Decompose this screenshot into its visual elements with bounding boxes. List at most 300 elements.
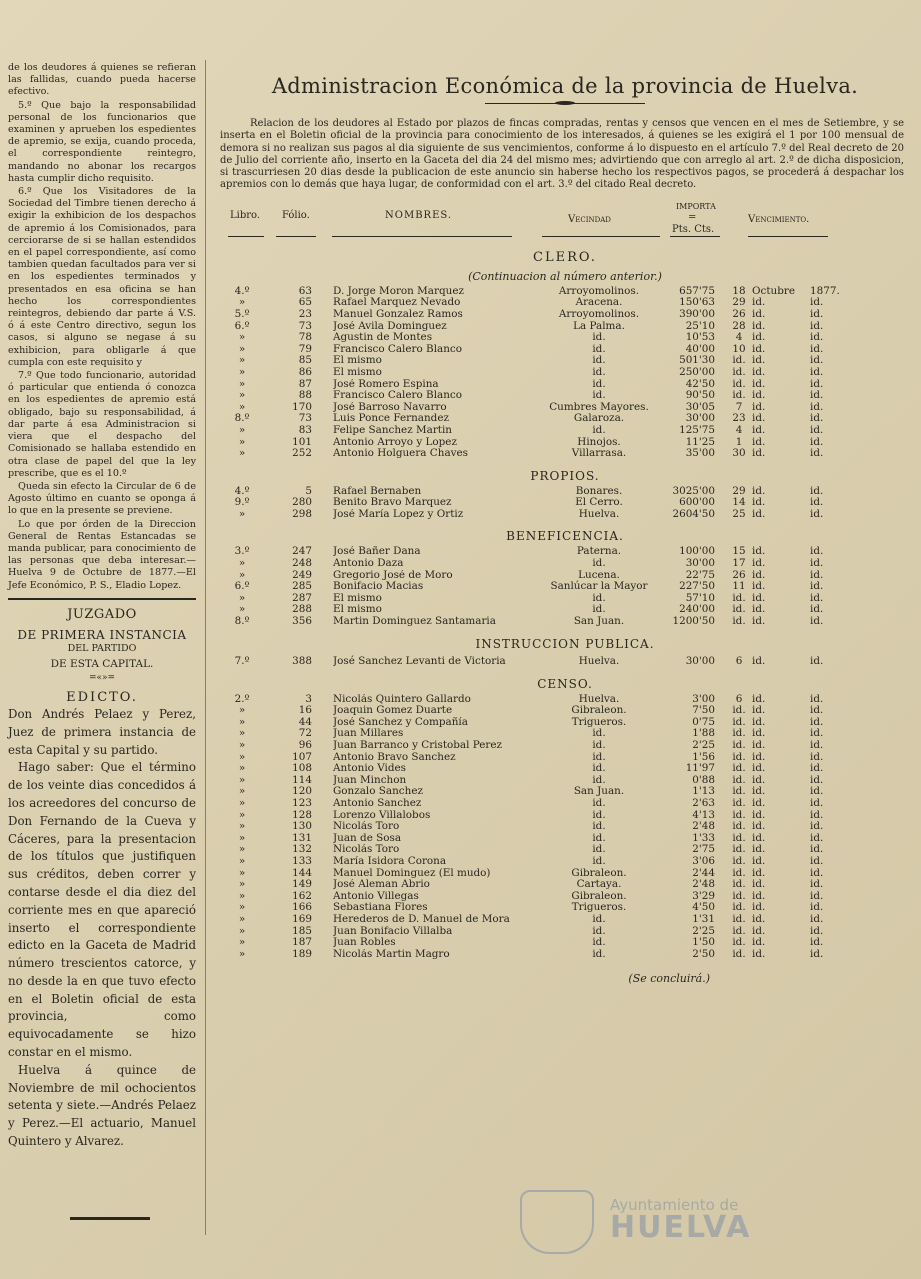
- cell-libro: »: [238, 773, 246, 786]
- cell-libro: 6.º: [234, 580, 250, 593]
- cell-dia: id.: [732, 831, 746, 844]
- cell-anio: id.: [810, 484, 824, 497]
- cell-anio: id.: [810, 603, 824, 616]
- cell-folio: 65: [298, 296, 312, 309]
- cell-importe: 4'50: [692, 901, 715, 914]
- cell-dia: id.: [732, 603, 746, 616]
- cell-nombre: Benito Bravo Marquez: [333, 497, 452, 509]
- cell-mes: id.: [752, 692, 766, 705]
- title-ornament: [485, 100, 645, 108]
- cell-mes: id.: [752, 496, 766, 509]
- cell-vecindad: Hinojos.: [577, 435, 621, 448]
- cell-dia: id.: [732, 912, 746, 925]
- cell-libro: »: [238, 591, 246, 604]
- table-row: [220, 367, 910, 379]
- cell-libro: »: [238, 947, 246, 960]
- cell-anio: id.: [810, 739, 824, 751]
- cell-folio: 78: [298, 331, 312, 344]
- cell-folio: 120: [292, 785, 312, 798]
- cell-mes: id.: [752, 615, 766, 628]
- cell-vecindad: id.: [592, 854, 606, 867]
- cell-mes: id.: [752, 568, 766, 581]
- cell-vecindad: Huelva.: [578, 654, 620, 667]
- cell-mes: id.: [752, 435, 766, 448]
- table-row: [220, 286, 910, 298]
- cell-vecindad: San Juan.: [573, 615, 625, 628]
- cell-libro: »: [238, 704, 246, 717]
- cell-vecindad: Paterna.: [576, 545, 622, 558]
- table-row: [220, 810, 910, 822]
- cell-folio: 288: [292, 603, 312, 616]
- cell-mes: id.: [752, 808, 766, 821]
- column-divider: [205, 60, 206, 1235]
- cell-importe: 30'05: [685, 400, 715, 413]
- cell-importe: 3025'00: [672, 484, 715, 497]
- cell-anio: id.: [810, 866, 824, 879]
- cell-vecindad: id.: [592, 820, 606, 833]
- cell-anio: id.: [810, 843, 824, 856]
- edicto-intro: Don Andrés Pelaez y Perez, Juez de primera instancia de esta Capital y su partido.: [8, 706, 196, 757]
- cell-libro: »: [238, 750, 246, 763]
- cell-anio: id.: [810, 901, 824, 914]
- cell-mes: id.: [752, 412, 766, 425]
- cell-folio: 185: [292, 924, 312, 937]
- cell-libro: »: [238, 866, 246, 879]
- cell-folio: 189: [292, 947, 312, 960]
- section-title: INSTRUCCION PUBLICA.: [475, 636, 655, 651]
- cell-folio: 169: [292, 912, 312, 925]
- cell-folio: 285: [292, 580, 312, 593]
- cell-nombre: Juan Barranco y Cristobal Perez: [333, 740, 502, 751]
- cell-vecindad: Villarrasa.: [571, 447, 627, 460]
- cell-anio: id.: [810, 412, 824, 425]
- cell-importe: 2'63: [692, 796, 715, 809]
- table-row: [220, 581, 910, 593]
- cell-anio: id.: [810, 580, 824, 593]
- left-paragraph: 7.º Que todo funcionario, autoridad ó particular que entienda ó conozca en los espedientes de apremio está obligado, bajo su responsabilidad, á dar parte á esa Administracion si viera que el despacho del Comisionado se hallaba estendido en otra clase de papel del que la ley prescribe, que es el 10.º: [8, 370, 196, 479]
- cell-vecindad: id.: [592, 603, 606, 616]
- table-row: [220, 844, 910, 856]
- cell-nombre: José Romero Espina: [333, 378, 439, 390]
- cell-dia: 23: [732, 412, 746, 425]
- table-row: [220, 914, 910, 926]
- cell-anio: id.: [810, 924, 824, 937]
- cell-nombre: Joaquin Gomez Duarte: [333, 705, 453, 717]
- cell-anio: id.: [810, 342, 824, 355]
- table-row: [220, 775, 910, 787]
- cell-folio: 131: [292, 831, 312, 844]
- cell-vecindad: Bonares.: [575, 484, 623, 497]
- cell-mes: id.: [752, 484, 766, 497]
- cell-mes: id.: [752, 307, 766, 320]
- cell-folio: 128: [292, 808, 312, 821]
- cell-dia: id.: [732, 878, 746, 891]
- cell-vecindad: id.: [592, 591, 606, 604]
- cell-vecindad: La Palma.: [573, 319, 625, 332]
- cell-dia: 15: [732, 545, 746, 558]
- cell-anio: id.: [810, 831, 824, 844]
- cell-anio: id.: [810, 377, 824, 390]
- cell-nombre: Sebastiana Flores: [333, 902, 428, 914]
- cell-vecindad: id.: [592, 750, 606, 763]
- cell-folio: 16: [298, 704, 312, 717]
- cell-libro: »: [238, 507, 246, 520]
- cell-dia: 1: [735, 435, 743, 448]
- cell-anio: id.: [810, 400, 824, 413]
- cell-importe: 35'00: [685, 447, 715, 460]
- left-paragraph: Queda sin efecto la Circular de 6 de Agosto último en cuanto se oponga á lo que en la presente se previene.: [8, 480, 196, 517]
- cell-vecindad: El Cerro.: [575, 496, 623, 509]
- edicto-body: [8, 706, 196, 1151]
- cell-nombre: El mismo: [333, 366, 382, 378]
- header-rule: [332, 236, 512, 237]
- cell-folio: 280: [292, 496, 312, 509]
- cell-vecindad: Aracena.: [575, 296, 623, 309]
- cell-vecindad: Gibraleon.: [571, 866, 627, 879]
- cell-anio: id.: [810, 704, 824, 717]
- header-rule: [670, 236, 720, 237]
- cell-importe: 240'00: [679, 603, 715, 616]
- cell-mes: id.: [752, 878, 766, 891]
- cell-folio: 88: [298, 389, 312, 402]
- cell-libro: »: [238, 924, 246, 937]
- cell-nombre: Juan Millares: [333, 728, 404, 740]
- cell-dia: 26: [732, 568, 746, 581]
- cell-importe: 0'88: [692, 773, 715, 786]
- table-row: [220, 448, 910, 460]
- cell-nombre: José Sanchez Levanti de Victoria: [333, 654, 506, 667]
- cell-nombre: Juan Minchon: [333, 774, 407, 786]
- edicto-title: EDICTO.: [66, 689, 138, 705]
- cell-dia: id.: [732, 820, 746, 833]
- cell-importe: 3'06: [692, 854, 715, 867]
- cell-importe: 150'63: [679, 296, 715, 309]
- cell-libro: »: [238, 820, 246, 833]
- table-row: [220, 833, 910, 845]
- cell-mes: id.: [752, 580, 766, 593]
- cell-mes: id.: [752, 557, 766, 570]
- cell-nombre: El mismo: [333, 355, 382, 367]
- header-importa: IMPORTA: [676, 201, 716, 211]
- cell-dia: 18: [732, 284, 746, 297]
- cell-vecindad: id.: [592, 762, 606, 775]
- cell-dia: id.: [732, 843, 746, 856]
- cell-importe: 4'13: [692, 808, 715, 821]
- cell-libro: »: [238, 435, 246, 448]
- cell-folio: 248: [292, 557, 312, 570]
- cell-importe: 657'75: [679, 284, 715, 297]
- left-paragraph: de los deudores á quienes se refieran las fallidas, cuando pueda hacerse efectivo.: [8, 62, 196, 98]
- cell-libro: »: [238, 889, 246, 902]
- cell-libro: 3.º: [234, 545, 250, 558]
- left-paragraph: Lo que por órden de la Direccion General de Rentas Estancadas se manda publicar, para conocimiento de las personas que deba interesar.—Huelva 9 de Octubre de 1877.—El Jefe Económico, P. S., Eladio Lopez.: [8, 518, 196, 591]
- cell-vecindad: id.: [592, 423, 606, 436]
- cell-nombre: José Aleman Abrio: [333, 879, 430, 891]
- cell-anio: id.: [810, 773, 824, 786]
- cell-mes: id.: [752, 727, 766, 740]
- cell-anio: id.: [810, 331, 824, 344]
- cell-anio: id.: [810, 820, 824, 833]
- cell-nombre: Antonio Daza: [333, 558, 404, 570]
- cell-dia: 29: [732, 484, 746, 497]
- cell-importe: 600'00: [679, 496, 715, 509]
- cell-anio: id.: [810, 447, 824, 460]
- cell-libro: »: [238, 796, 246, 809]
- cell-folio: 85: [298, 354, 312, 367]
- cell-vecindad: id.: [592, 831, 606, 844]
- header-pts: Pts. Cts.: [672, 223, 715, 235]
- cell-anio: id.: [810, 878, 824, 891]
- cell-vecindad: id.: [592, 354, 606, 367]
- cell-folio: 23: [298, 307, 312, 320]
- cell-mes: id.: [752, 866, 766, 879]
- cell-dia: id.: [732, 591, 746, 604]
- cell-nombre: Francisco Calero Blanco: [333, 343, 462, 355]
- cell-anio: id.: [810, 727, 824, 740]
- cell-vecindad: Cartaya.: [576, 878, 622, 891]
- table-row: [220, 763, 910, 775]
- cell-vecindad: Huelva.: [578, 692, 620, 705]
- cell-folio: 287: [292, 591, 312, 604]
- cell-nombre: Gonzalo Sanchez: [333, 786, 423, 798]
- cell-folio: 83: [298, 423, 312, 436]
- cell-importe: 30'00: [685, 412, 715, 425]
- cell-nombre: Antonio Villegas: [333, 890, 419, 902]
- cell-dia: 29: [732, 296, 746, 309]
- cell-mes: id.: [752, 319, 766, 332]
- table-row: [220, 937, 910, 949]
- cell-dia: 6: [735, 654, 743, 667]
- cell-importe: 1'56: [692, 750, 715, 763]
- cell-mes: id.: [752, 389, 766, 402]
- cell-anio: id.: [810, 762, 824, 775]
- cell-anio: id.: [810, 750, 824, 763]
- cell-vecindad: id.: [592, 389, 606, 402]
- cell-dia: id.: [732, 715, 746, 728]
- cell-nombre: Rafael Bernaben: [333, 485, 422, 497]
- table-row: [220, 344, 910, 356]
- cell-libro: »: [238, 603, 246, 616]
- cell-mes: id.: [752, 545, 766, 558]
- table-row: [220, 402, 910, 414]
- cell-libro: »: [238, 808, 246, 821]
- cell-dia: id.: [732, 947, 746, 960]
- left-paragraph: 5.º Que bajo la responsabilidad personal de los funcionarios que examinen y aprueben los espedientes de apremio, se exija, cuando proceda, el correspondiente reintegro, mandando no abonar los recargos hasta cumplir dicho requisito.: [8, 99, 196, 184]
- cell-dia: id.: [732, 750, 746, 763]
- cell-importe: 3'00: [692, 692, 715, 705]
- cell-dia: id.: [732, 727, 746, 740]
- cell-mes: id.: [752, 854, 766, 867]
- cell-mes: id.: [752, 715, 766, 728]
- cell-mes: id.: [752, 423, 766, 436]
- cell-libro: 5.º: [234, 307, 250, 320]
- cell-importe: 2'25: [692, 924, 715, 937]
- table-row: [220, 926, 910, 938]
- left-paragraph: 6.º Que los Visitadores de la Sociedad del Timbre tienen derecho á exigir la exhibicion de los despachos de apremio á los Comisionados, para cerciorarse de si se hallan estendidos en el papel correspondiente, así como tambien quedan facultados para ver si en los espedientes terminados y presentados en esa oficina se han hecho los correspondientes reintegros, debiendo dar parte á V.S. ó á este Centro directivo, segun los casos, si alguno se negase á su exhibicion, para obligarle á que cumpla con este requisito y: [8, 186, 196, 368]
- cell-libro: »: [238, 739, 246, 751]
- cell-dia: id.: [732, 365, 746, 378]
- cell-libro: »: [238, 365, 246, 378]
- cell-nombre: Nicolás Martin Magro: [333, 948, 450, 960]
- table-row: [220, 321, 910, 333]
- end-rule: [70, 1217, 150, 1220]
- cell-nombre: Juan de Sosa: [333, 832, 402, 844]
- watermark-line1: Ayuntamiento de: [610, 1196, 739, 1214]
- cell-nombre: María Isidora Corona: [333, 855, 447, 867]
- cell-vecindad: id.: [592, 727, 606, 740]
- cell-anio: id.: [810, 496, 824, 509]
- table-row: [220, 437, 910, 449]
- juzgado-title-2: DE PRIMERA INSTANCIA: [17, 627, 187, 642]
- cell-importe: 2'44: [692, 866, 715, 879]
- cell-libro: »: [238, 389, 246, 402]
- cell-folio: 149: [292, 878, 312, 891]
- cell-mes: id.: [752, 820, 766, 833]
- cell-dia: id.: [732, 389, 746, 402]
- cell-dia: id.: [732, 924, 746, 937]
- cell-folio: 72: [298, 727, 312, 740]
- cell-anio: id.: [810, 654, 824, 667]
- cell-nombre: José Barroso Navarro: [333, 401, 447, 413]
- cell-nombre: Juan Robles: [333, 937, 396, 949]
- cell-vecindad: id.: [592, 739, 606, 751]
- cell-libro: »: [238, 423, 246, 436]
- table-row: [220, 868, 910, 880]
- cell-nombre: D. Jorge Moron Marquez: [333, 285, 464, 297]
- watermark-line2: HUELVA: [610, 1210, 752, 1245]
- cell-vecindad: Huelva.: [578, 507, 620, 520]
- header-importa-eq: =: [688, 211, 697, 223]
- header-rule: [542, 236, 660, 237]
- table-row: [220, 949, 910, 961]
- cell-importe: 25'10: [685, 319, 715, 332]
- cell-mes: id.: [752, 912, 766, 925]
- table-row: [220, 593, 910, 605]
- cell-anio: id.: [810, 557, 824, 570]
- cell-dia: 7: [735, 400, 743, 413]
- cell-folio: 123: [292, 796, 312, 809]
- table-row: [220, 786, 910, 798]
- left-paragraphs: [8, 62, 196, 592]
- cell-anio: id.: [810, 785, 824, 798]
- cell-libro: »: [238, 400, 246, 413]
- cell-anio: id.: [810, 423, 824, 436]
- cell-vecindad: id.: [592, 342, 606, 355]
- table-row: [220, 309, 910, 321]
- cell-folio: 87: [298, 377, 312, 390]
- cell-nombre: El mismo: [333, 592, 382, 604]
- cell-importe: 0'75: [692, 715, 715, 728]
- cell-mes: id.: [752, 785, 766, 798]
- cell-vecindad: id.: [592, 365, 606, 378]
- cell-importe: 501'30: [679, 354, 715, 367]
- cell-libro: »: [238, 557, 246, 570]
- header-nombres: NOMBRES.: [385, 209, 453, 221]
- cell-nombre: Manuel Gonzalez Ramos: [333, 308, 463, 320]
- cell-mes: id.: [752, 831, 766, 844]
- cell-anio: id.: [810, 936, 824, 949]
- cell-mes: id.: [752, 354, 766, 367]
- cell-nombre: Bonifacio Macias: [333, 581, 424, 593]
- cell-vecindad: Cumbres Mayores.: [549, 400, 649, 413]
- juzgado-sub-1: DEL PARTIDO: [67, 642, 137, 654]
- cell-mes: id.: [752, 796, 766, 809]
- table-row: [220, 425, 910, 437]
- cell-vecindad: Gibraleon.: [571, 704, 627, 717]
- page-title: Administracion Económica de la provincia de Huelva.: [271, 74, 859, 98]
- table-row: [220, 413, 910, 425]
- cell-nombre: Manuel Dominguez (El mudo): [333, 867, 491, 879]
- cell-vecindad: id.: [592, 773, 606, 786]
- edicto-text: Hago saber: Que el término de los veinte dias concedidos á los acreedores del concurso de Don Fernando de la Cueva y Cáceres, para la presentacion de los títulos que justifiquen sus créditos, deben correr y contarse desde el dia diez del corriente mes en que apareció inserto el correspondiente edicto en la Gaceta de Madrid número trescientos catorce, y no desde la en que tuvo efecto en el Boletin oficial de esta provincia, como equivocadamente se hizo constar en el mismo.: [8, 760, 196, 1060]
- cell-vecindad: id.: [592, 947, 606, 960]
- cell-nombre: Herederos de D. Manuel de Mora: [333, 913, 510, 925]
- cell-anio: id.: [810, 307, 824, 320]
- cell-anio: id.: [810, 692, 824, 705]
- cell-libro: 4.º: [234, 484, 250, 497]
- cell-anio: id.: [810, 319, 824, 332]
- cell-mes: Octubre: [752, 284, 795, 297]
- cell-importe: 2'50: [692, 947, 715, 960]
- cell-nombre: Antonio Vides: [333, 763, 406, 775]
- cell-dia: id.: [732, 739, 746, 751]
- cell-folio: 63: [298, 284, 312, 297]
- table-row: [220, 717, 910, 729]
- cell-folio: 144: [292, 866, 312, 879]
- cell-libro: »: [238, 354, 246, 367]
- table-row: [220, 902, 910, 914]
- cell-folio: 133: [292, 854, 312, 867]
- cell-anio: id.: [810, 591, 824, 604]
- table-row: [220, 740, 910, 752]
- cell-vecindad: Sanlúcar la Mayor: [550, 580, 648, 593]
- table-row: [220, 509, 910, 521]
- cell-libro: »: [238, 342, 246, 355]
- cell-vecindad: id.: [592, 557, 606, 570]
- cell-dia: id.: [732, 854, 746, 867]
- cell-vecindad: Trigueros.: [571, 901, 627, 914]
- cell-nombre: Agustin de Montes: [333, 332, 433, 344]
- right-column: [220, 70, 910, 985]
- cell-libro: 7.º: [234, 654, 250, 667]
- cell-anio: id.: [810, 796, 824, 809]
- cell-libro: »: [238, 568, 246, 581]
- cell-libro: »: [238, 831, 246, 844]
- coat-of-arms-icon: [520, 1190, 594, 1254]
- cell-dia: id.: [732, 936, 746, 949]
- cell-mes: id.: [752, 447, 766, 460]
- cell-anio: id.: [810, 912, 824, 925]
- cell-mes: id.: [752, 591, 766, 604]
- cell-libro: »: [238, 762, 246, 775]
- cell-folio: 86: [298, 365, 312, 378]
- cell-dia: id.: [732, 377, 746, 390]
- cell-dia: 17: [732, 557, 746, 570]
- cell-anio: id.: [810, 435, 824, 448]
- cell-folio: 252: [292, 447, 312, 460]
- cell-nombre: Antonio Sanchez: [333, 797, 422, 809]
- cell-mes: id.: [752, 400, 766, 413]
- cell-folio: 3: [305, 692, 312, 705]
- cell-vecindad: id.: [592, 796, 606, 809]
- cell-vecindad: id.: [592, 912, 606, 925]
- cell-nombre: José Bañer Dana: [333, 546, 421, 558]
- cell-folio: 101: [292, 435, 312, 448]
- cell-anio: id.: [810, 365, 824, 378]
- cell-libro: 8.º: [234, 412, 250, 425]
- cell-vecindad: id.: [592, 331, 606, 344]
- cell-vecindad: id.: [592, 843, 606, 856]
